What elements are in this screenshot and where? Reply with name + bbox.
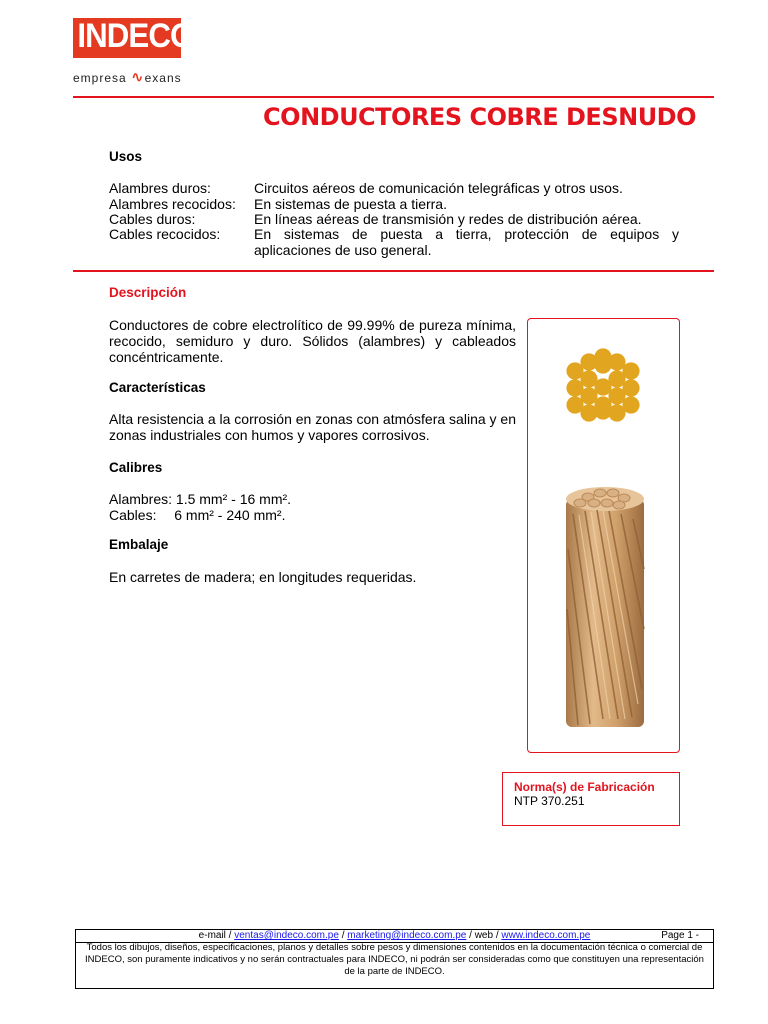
usos-label: Cables recocidos: <box>109 226 221 242</box>
caracteristicas-text: Alta resistencia a la corrosión en zonas con atmósfera salina y en zonas industriales con humos y vapores corrosivos. <box>109 411 516 443</box>
descripcion-heading: Descripción <box>109 285 187 300</box>
usos-value: En líneas aéreas de transmisión y redes de distribución aérea. <box>254 211 642 227</box>
website-link[interactable]: www.indeco.com.pe <box>501 930 591 941</box>
tagline-suffix: exans <box>144 71 182 85</box>
norma-value: NTP 370.251 <box>514 794 585 808</box>
product-image-frame <box>527 318 680 753</box>
web-label: / web / <box>469 930 499 941</box>
company-tagline <box>73 68 182 86</box>
product-image <box>528 319 678 751</box>
stranded-cable-icon <box>566 487 644 727</box>
footer-contact-links <box>76 930 713 942</box>
caracteristicas-heading: Características <box>109 380 206 395</box>
norma-heading: Norma(s) de Fabricación <box>514 780 655 794</box>
page-number: Page 1 - <box>661 930 699 941</box>
footer <box>75 929 714 989</box>
usos-label: Alambres recocidos: <box>109 196 236 212</box>
embalaje-text: En carretes de madera; en longitudes requeridas. <box>109 569 417 585</box>
norma-box <box>502 772 680 826</box>
section-rule <box>73 270 714 272</box>
descripcion-text: Conductores de cobre electrolítico de 99.99% de pureza mínima, recocido, semiduro y duro. Sólidos (alambres) y cableados concéntricamente. <box>109 317 516 365</box>
cross-section-icon <box>566 348 639 421</box>
usos-value: En sistemas de puesta a tierra. <box>254 196 447 212</box>
calibres-alambres: Alambres: 1.5 mm² - 16 mm². <box>109 491 292 507</box>
calibres-cables-label: Cables: <box>109 507 157 523</box>
nexans-wave-icon: ∿ <box>131 69 145 86</box>
calibres-cables-value: 6 mm² - 240 mm². <box>174 507 286 523</box>
usos-heading: Usos <box>109 149 143 164</box>
logo-text: INDECO <box>77 17 194 55</box>
embalaje-heading: Embalaje <box>109 537 169 552</box>
page-title: CONDUCTORES COBRE DESNUDO <box>263 103 696 131</box>
calibres-heading: Calibres <box>109 460 163 475</box>
usos-label: Alambres duros: <box>109 180 211 196</box>
email-ventas-link[interactable]: ventas@indeco.com.pe <box>234 930 339 941</box>
footer-separator: / <box>341 930 345 941</box>
tagline-prefix: empresa <box>73 71 127 85</box>
calibres-cables <box>109 507 285 523</box>
usos-value: En sistemas de puesta a tierra, protección de equipos y aplicaciones de uso general. <box>254 226 679 258</box>
usos-value: Circuitos aéreos de comunicación telegráficas y otros usos. <box>254 180 623 196</box>
email-marketing-link[interactable]: marketing@indeco.com.pe <box>347 930 467 941</box>
usos-label: Cables duros: <box>109 211 196 227</box>
header-rule <box>73 96 714 98</box>
email-label: e-mail / <box>198 930 232 941</box>
footer-disclaimer: Todos los dibujos, diseños, especificaciones, planos y detalles sobre pesos y dimensiones contenidos en la documentación técnica o comercial de INDECO, son puramente indicativos y no serán contractuales para INDECO, ni podrán ser consideradas como que constituyen una representación de la parte de INDECO. <box>85 942 704 977</box>
